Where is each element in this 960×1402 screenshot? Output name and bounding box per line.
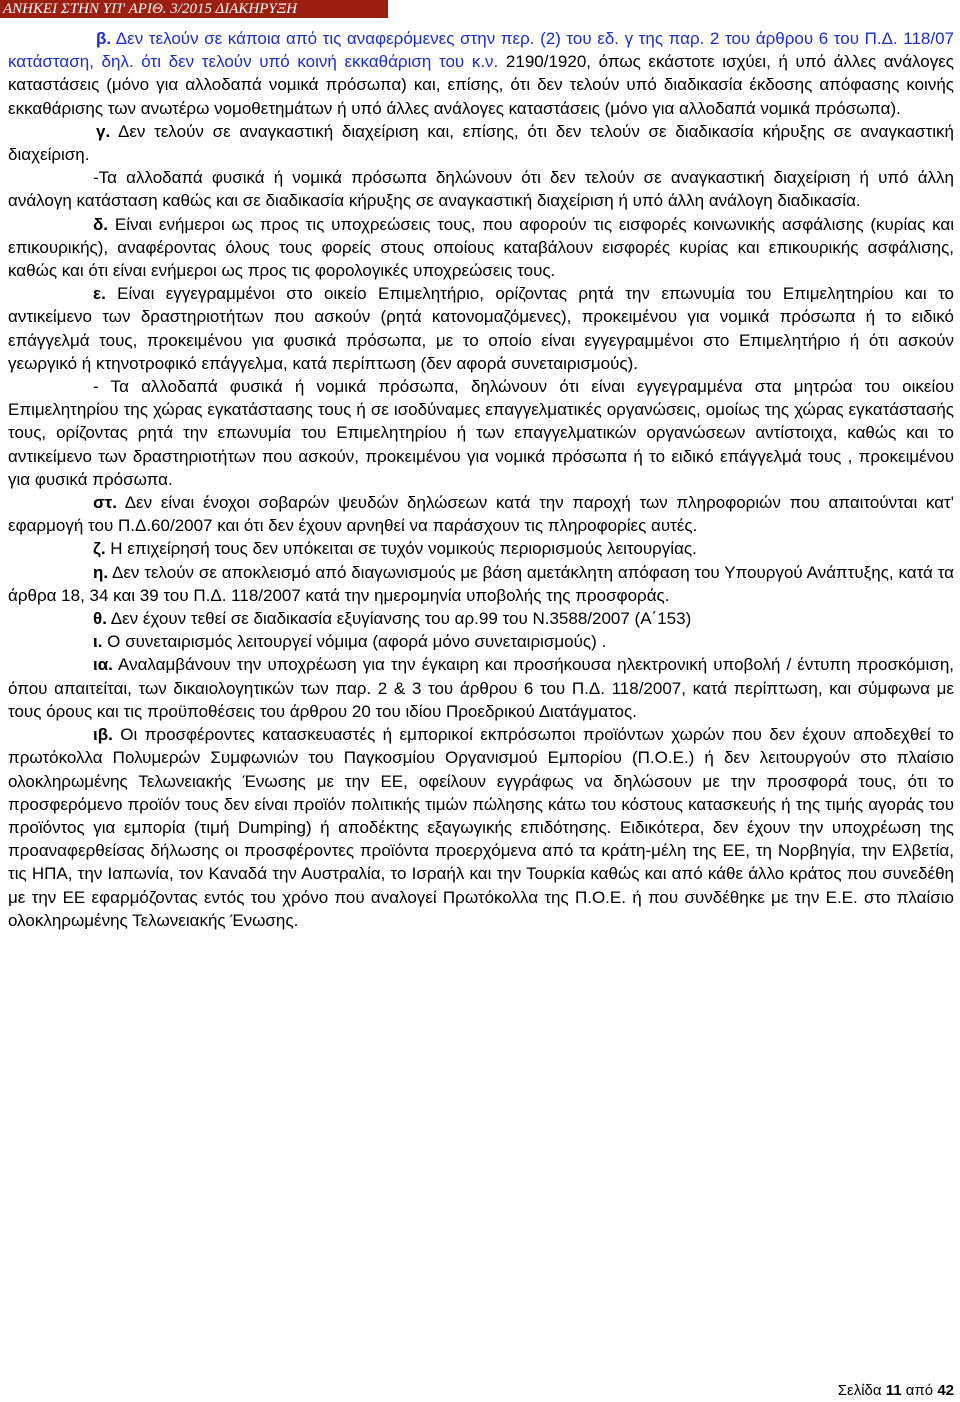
paragraph-label: ε. xyxy=(93,284,106,304)
paragraph-text: Είναι ενήμεροι ως προς τις υποχρεώσεις τους, που αφορούν τις εισφορές κοινωνικής ασφάλισης (κυρίας και επικουρικής), αναφέροντας όλους τους φορείς στους οποίους καταβάλουν εισφορές κυρίας και επικουρικής ασφάλισης, καθώς και ότι είναι ενήμεροι ως προς τις φορολογικές υποχρεώσεις τους. xyxy=(8,214,954,281)
header-banner: ΑΝΗΚΕΙ ΣΤΗΝ ΥΠ' ΑΡΙΘ. 3/2015 ΔΙΑΚΗΡΥΞΗ xyxy=(0,0,388,18)
paragraph-label: β. xyxy=(96,29,112,48)
paragraph-label: στ. xyxy=(93,493,117,513)
paragraph-c xyxy=(8,120,954,166)
paragraph-h xyxy=(8,561,954,607)
paragraph-text: Δεν τελούν σε αποκλεισμό από διαγωνισμούς με βάση αμετάκλητη απόφαση του Υπουργού Ανάπτυξης, κατά τα άρθρα 18, 34 και 39 του Π.Δ. 118/2007 κατά την ημερομηνία υποβολής της προσφοράς. xyxy=(8,562,954,605)
page-number: 11 xyxy=(885,1382,902,1399)
paragraph-i xyxy=(8,630,954,653)
paragraph-e-foreign xyxy=(8,375,954,491)
paragraph-linked-text: Δεν τελούν σε κάποια από τις αναφερόμενες στην περ. (2) του εδ. γ της παρ. 2 του άρθρου 6 του Π.Δ. 118/07 κατάσταση, δηλ. ότι δεν τελούν υπό κοινή εκκαθάριση του κ.ν. xyxy=(8,29,954,72)
paragraph-e xyxy=(8,282,954,375)
paragraph-ib xyxy=(8,723,954,932)
paragraph-z xyxy=(8,537,954,560)
paragraph-text: Η επιχείρησή τους δεν υπόκειται σε τυχόν νομικούς περιορισμούς λειτουργίας. xyxy=(105,539,697,559)
page-total: 42 xyxy=(937,1382,954,1399)
paragraph-label: ιβ. xyxy=(93,725,113,745)
paragraph-label: ι. xyxy=(93,632,103,652)
paragraph-text: - Τα αλλοδαπά φυσικά ή νομικά πρόσωπα, δηλώνουν ότι είναι εγγεγραμμένα στα μητρώα του οικείου Επιμελητηρίου της χώρας εγκατάστασης τους ή σε ισοδύναμες επαγγελματικές οργανώσεις, ομοίως της χώρας εγκατάστασής τους, ορίζοντας ρητά την επωνυμία του Επιμελητηρίου ή των επαγγελματικών οργανώσεων αντίστοιχα, καθώς και το αντικείμενο των δραστηριοτήτων που ασκούν, προκειμένου για νομικά πρόσωπα ή το ειδικό επάγγελμά τους , προκειμένου για φυσικά πρόσωπα. xyxy=(8,377,954,489)
paragraph-label: ια. xyxy=(93,655,113,675)
paragraph-text: -Τα αλλοδαπά φυσικά ή νομικά πρόσωπα δηλώνουν ότι δεν τελούν σε αναγκαστική διαχείριση ή υπό άλλη ανάλογη κατάσταση καθώς και σε διαδικασία κήρυξης σε αναγκαστική διαχείριση ή υπό άλλη ανάλογη διαδικασία. xyxy=(8,168,954,211)
document-body xyxy=(8,27,954,932)
paragraph-text: Είναι εγγεγραμμένοι στο οικείο Επιμελητήριο, ορίζοντας ρητά την επωνυμία του Επιμελητηρίου και το αντικείμενο των δραστηριοτήτων που ασκούν (ρητά κατονομαζόμενες), προκειμένου για νομικά πρόσωπα ή το ειδικό επάγγελμά τους, προκειμένου για φυσικά πρόσωπα, με το οποίο είναι εγγεγραμμένοι στο Επιμελητήριο ή ότι ασκούν γεωργικό ή κτηνοτροφικό επάγγελμα, κατά περίπτωση (δεν αφορά συνεταιρισμούς). xyxy=(8,284,954,373)
paragraph-label: η. xyxy=(93,562,109,582)
paragraph-text: Δεν έχουν τεθεί σε διαδικασία εξυγίανσης του αρ.99 του Ν.3588/2007 (Α΄153) xyxy=(106,609,692,629)
paragraph-text: 2190/1920, όπως εκάστοτε ισχύει, ή υπό άλλες ανάλογες καταστάσεις (μόνο για αλλοδαπά νομικά πρόσωπα) και, επίσης, ότι δεν τελούν υπό διαδικασία έκδοσης απόφασης κοινής εκκαθάρισης των ανωτέρω νομοθετημάτων ή υπό άλλες ανάλογες καταστάσεις (μόνο για αλλοδαπά νομικά πρόσωπα). xyxy=(8,52,954,118)
page-word: Σελίδα xyxy=(837,1382,882,1399)
paragraph-label: δ. xyxy=(93,214,109,234)
paragraph-label: θ. xyxy=(93,609,107,629)
paragraph-label: γ. xyxy=(96,121,111,141)
paragraph-text: Δεν τελούν σε αναγκαστική διαχείριση και, επίσης, ότι δεν τελούν σε διαδικασία κήρυξης σε αναγκαστική διαχείριση. xyxy=(8,121,954,165)
paragraph-d xyxy=(8,213,954,283)
paragraph-ia xyxy=(8,653,954,723)
of-word: από xyxy=(905,1382,934,1399)
paragraph-c-foreign xyxy=(8,166,954,212)
paragraph-text: Ο συνεταιρισμός λειτουργεί νόμιμα (αφορά μόνο συνεταιρισμούς) . xyxy=(102,632,607,652)
paragraph-label: ζ. xyxy=(93,539,106,559)
page-footer xyxy=(838,1382,954,1400)
paragraph-th xyxy=(8,607,954,630)
paragraph-text: Δεν είναι ένοχοι σοβαρών ψευδών δηλώσεων κατά την παροχή των πληροφοριών που απαιτούνται κατ' εφαρμογή του Π.Δ.60/2007 και ότι δεν έχουν αρνηθεί να παράσχουν τις πληροφορίες αυτές. xyxy=(8,493,954,536)
paragraph-text: Οι προσφέροντες κατασκευαστές ή εμπορικοί εκπρόσωποι προϊόντων χωρών που δεν έχουν αποδεχθεί το πρωτόκολλα Πολυμερών Συμφωνιών του Παγκοσμίου Οργανισμού Εμπορίου (Π.Ο.Ε.) ή δεν λειτουργούν στο πλαίσιο ολοκληρωμένης Τελωνειακής Ένωσης με την ΕΕ, οφείλουν εγγράφως να δηλώσουν με την προσφορά τους, ότι το προσφερόμενο προϊόν τους δεν είναι προϊόν πολιτικής τιμών πώλησης κάτω του κόστους κατασκευής ή της τιμής αγοράς του προϊόντος για εμπορία (τιμή Dumping) ή αποδέκτης εξαγωγικής επιδότησης. Ειδικότερα, δεν έχουν την υποχρέωση της προαναφερθείσας δήλωσης οι προσφέροντες προϊόντα προερχόμενα από τα κράτη-μέλη της ΕΕ, τη Νορβηγία, την Ελβετία, τις ΗΠΑ, την Ιαπωνία, τον Καναδά την Αυστραλία, το Ισραήλ και την Τουρκία καθώς και από κάθε άλλο κράτος που συνεδέθη με την ΕΕ εφαρμόζοντας εντός του χρόνο που αναλογεί Πρωτόκολλα της Π.Ο.Ε. ή που συνδέθηκε με την Ε.Ε. στο πλαίσιο ολοκληρωμένης Τελωνειακής Ένωσης. xyxy=(8,725,954,930)
paragraph-st xyxy=(8,491,954,537)
paragraph-b xyxy=(8,27,954,120)
paragraph-text: Αναλαμβάνουν την υποχρέωση για την έγκαιρη και προσήκουσα ηλεκτρονική υποβολή / έντυπη προσκόμιση, όπου απαιτείται, των δικαιολογητικών των παρ. 2 & 3 του άρθρου 6 του Π.Δ. 118/2007, κατά περίπτωση, και σύμφωνα με τους όρους και τις προϋποθέσεις του άρθρου 20 του ιδίου Προεδρικού Διατάγματος. xyxy=(8,655,954,721)
